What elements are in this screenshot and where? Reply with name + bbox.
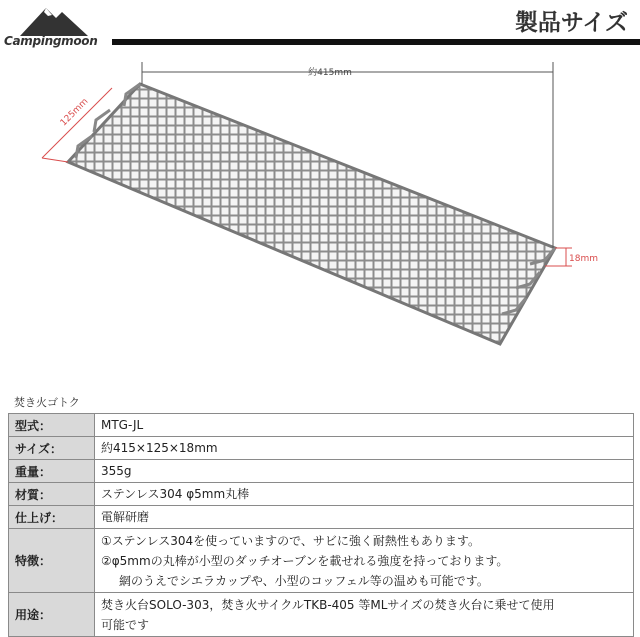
length-label: 約415mm [308, 68, 352, 78]
spec-value: 焚き火台SOLO-303，焚き火サイクルTKB-405 等MLサイズの焚き火台に乗せて使用 可能です [95, 593, 634, 637]
width-label: 125mm [58, 96, 91, 129]
spec-row [9, 483, 634, 506]
spec-table [8, 413, 634, 637]
spec-key: 型式： [9, 414, 95, 437]
spec-value: ステンレス304 φ5mm丸棒 [95, 483, 634, 506]
spec-row [9, 460, 634, 483]
spec-value: MTG-JL [95, 414, 634, 437]
spec-row [9, 529, 634, 593]
spec-row [9, 593, 634, 637]
product-caption: 焚き火ゴトク [14, 396, 80, 409]
mountain-icon [20, 8, 88, 36]
height-label: 18mm [569, 254, 598, 264]
header-rule [112, 39, 640, 45]
spec-row [9, 437, 634, 460]
product-figure [0, 58, 640, 368]
page-title: 製品サイズ [514, 10, 628, 36]
spec-value: 電解研磨 [95, 506, 634, 529]
grate-mesh [68, 84, 555, 344]
spec-value: 355g [95, 460, 634, 483]
spec-key: 重量： [9, 460, 95, 483]
spec-key: 特徴： [9, 529, 95, 593]
spec-value: ①ステンレス304を使っていますので、サビに強く耐熱性もあります。 ②φ5mmの丸棒が小型のダッチオーブンを載せれる強度を持っております。 網のうえでシエラカップや、小型のコッフェル等の温めも可能です。 [95, 529, 634, 593]
spec-value: 約415×125×18mm [95, 437, 634, 460]
brand-name: Campingmoon [4, 34, 98, 48]
spec-key: 材質： [9, 483, 95, 506]
spec-key: 用途： [9, 593, 95, 637]
header [0, 0, 640, 60]
spec-row [9, 506, 634, 529]
spec-row [9, 414, 634, 437]
spec-key: サイズ： [9, 437, 95, 460]
spec-key: 仕上げ： [9, 506, 95, 529]
